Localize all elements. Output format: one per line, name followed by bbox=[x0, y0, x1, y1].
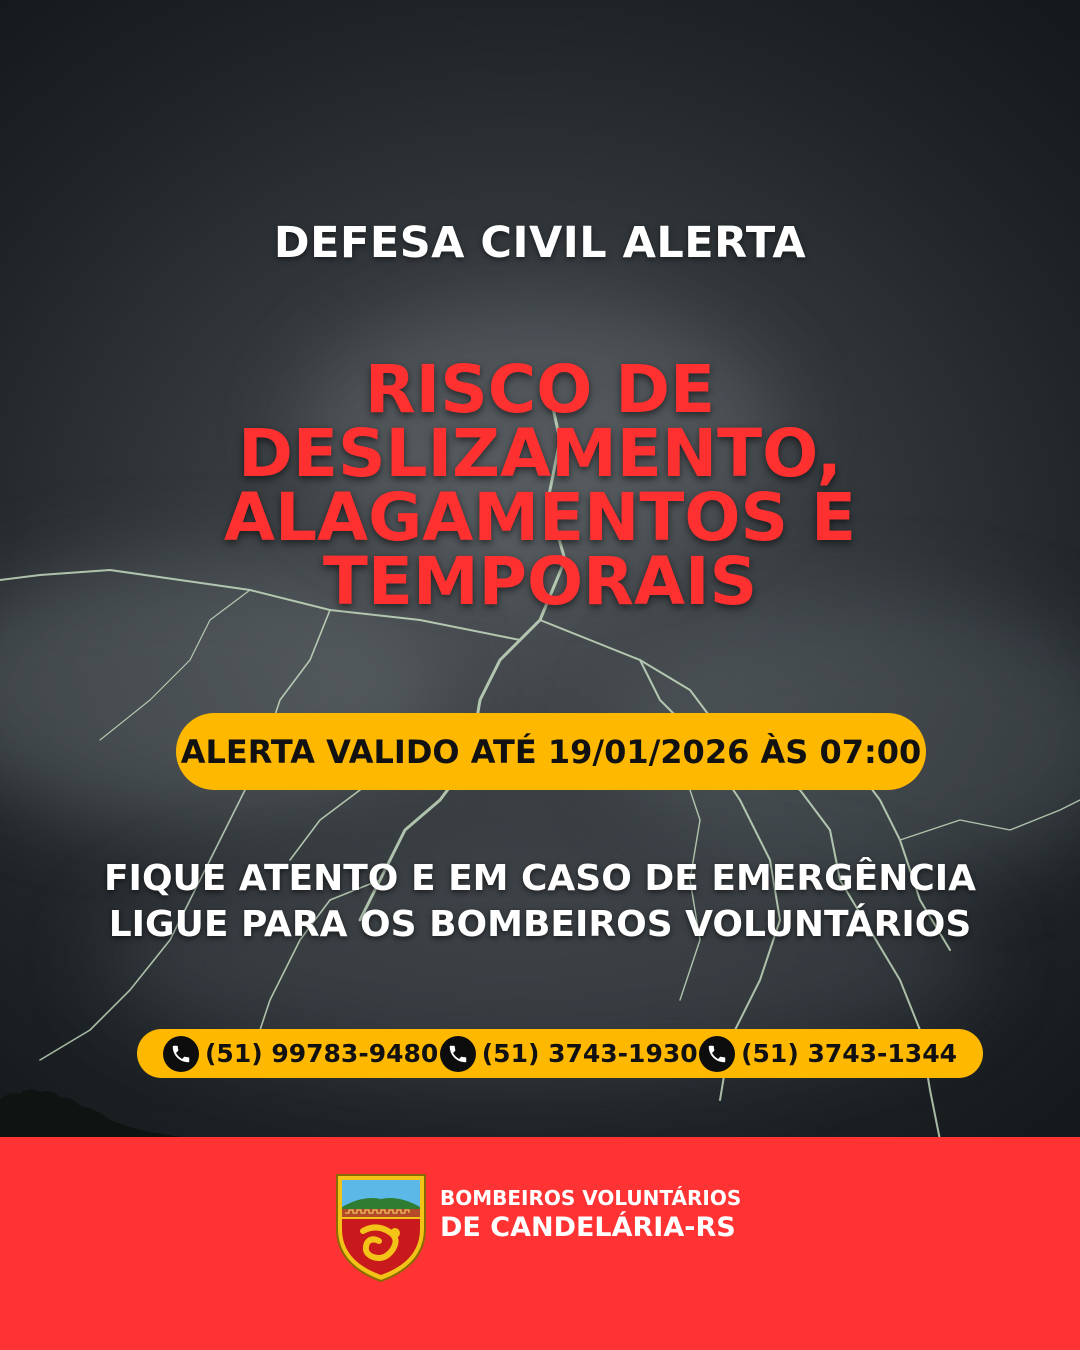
phone-number-3[interactable] bbox=[699, 1036, 957, 1072]
organization-name bbox=[440, 1185, 741, 1245]
advice-line: FIQUE ATENTO E EM CASO DE EMERGÊNCIA bbox=[103, 858, 977, 899]
footer-band bbox=[0, 1137, 1080, 1350]
phone-numbers-bar bbox=[137, 1029, 983, 1078]
phone-icon bbox=[163, 1036, 199, 1072]
phone-number-2[interactable] bbox=[440, 1036, 698, 1072]
organization-name-line2: DE CANDELÁRIA-RS bbox=[440, 1212, 736, 1243]
phone-icon bbox=[699, 1036, 735, 1072]
fire-brigade-shield-icon bbox=[333, 1169, 429, 1283]
phone-number-text: (51) 3743-1344 bbox=[741, 1039, 957, 1068]
headline-line: TEMPORAIS bbox=[322, 543, 758, 620]
validity-text: ALERTA VALIDO ATÉ 19/01/2026 ÀS 07:00 bbox=[180, 732, 922, 771]
advice-line: LIGUE PARA OS BOMBEIROS VOLUNTÁRIOS bbox=[108, 904, 972, 945]
tree-silhouette bbox=[0, 1080, 200, 1140]
alert-headline bbox=[0, 351, 1080, 620]
organization-name-line1: BOMBEIROS VOLUNTÁRIOS bbox=[440, 1186, 742, 1210]
phone-number-text: (51) 99783-9480 bbox=[205, 1039, 439, 1068]
phone-icon bbox=[440, 1036, 476, 1072]
advice-text bbox=[0, 856, 1080, 948]
headline-line: RISCO DE bbox=[364, 351, 716, 428]
headline-line: DESLIZAMENTO, bbox=[238, 415, 842, 492]
phone-number-1[interactable] bbox=[163, 1036, 438, 1072]
alert-kicker: DEFESA CIVIL ALERTA bbox=[273, 218, 807, 268]
phone-number-text: (51) 3743-1930 bbox=[481, 1039, 698, 1068]
validity-pill bbox=[176, 713, 926, 790]
headline-line: ALAGAMENTOS E bbox=[223, 479, 857, 556]
